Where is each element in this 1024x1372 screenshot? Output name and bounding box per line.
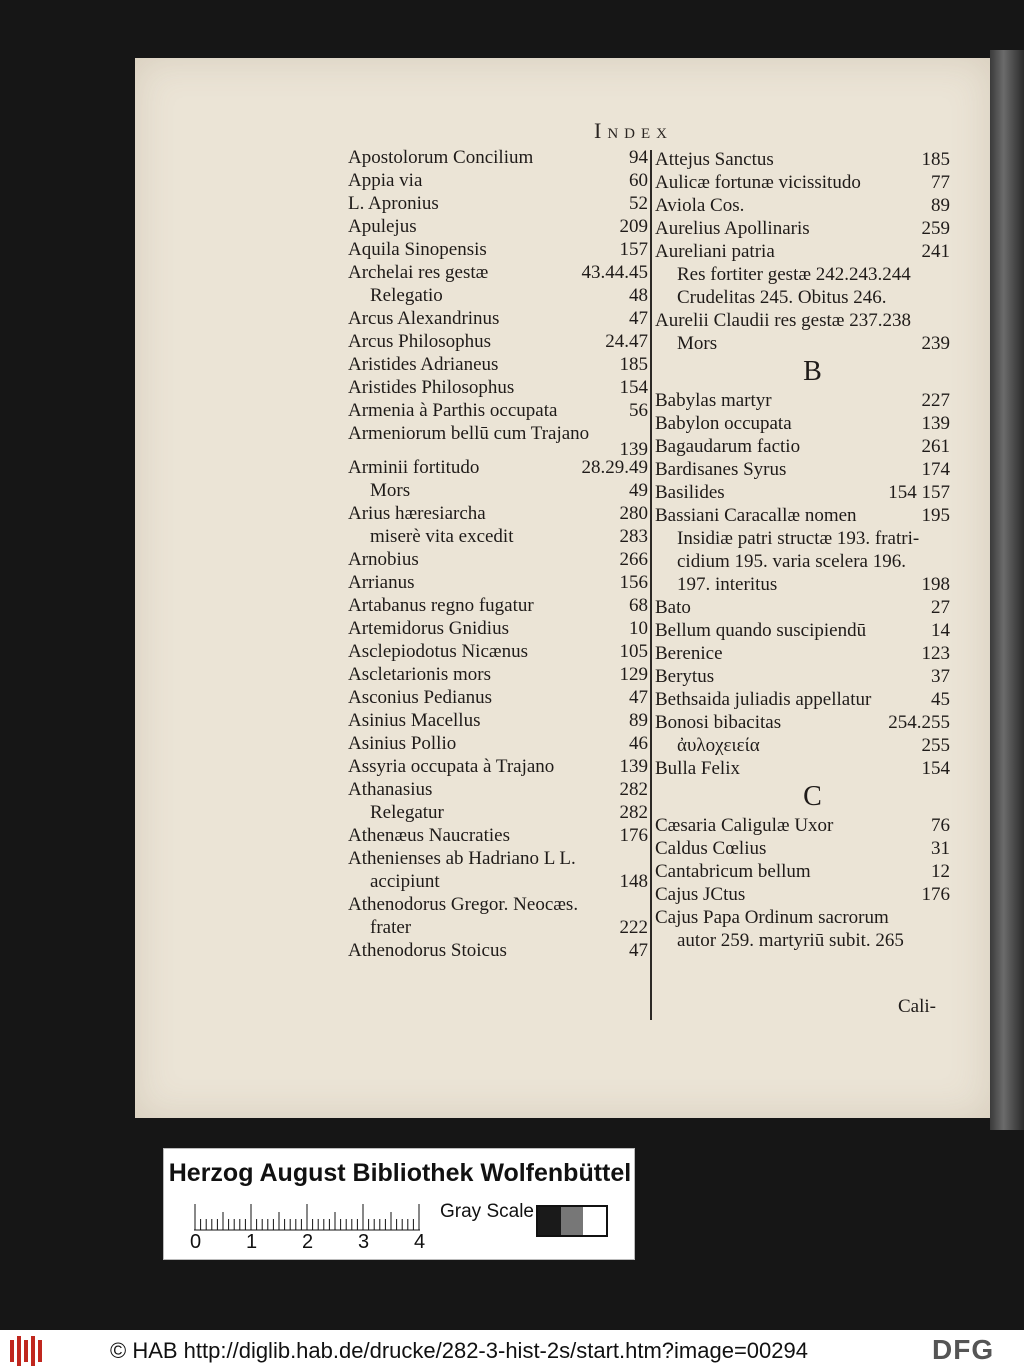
footer-bar [0, 1330, 1024, 1372]
index-page-ref: 261 [921, 436, 950, 457]
index-page-ref: 259 [921, 218, 950, 239]
index-page-ref: 89 [629, 710, 648, 731]
index-term: Berenice [655, 643, 723, 664]
index-term: Relegatio [370, 285, 443, 306]
index-page-ref: 10 [629, 618, 648, 639]
index-entry [348, 192, 648, 215]
index-entry [348, 353, 648, 376]
index-term: Bethsaida juliadis appellatur [655, 689, 872, 710]
gray-scale-label: Gray Scale [440, 1201, 534, 1222]
index-page-ref: 185 [619, 354, 648, 375]
dfg-logo: DFG [932, 1334, 995, 1365]
index-term: Cæsaria Caligulæ Uxor [655, 815, 834, 836]
index-term: Aquila Sinopensis [348, 239, 487, 260]
index-entry [348, 640, 648, 663]
index-term: Bato [655, 597, 691, 618]
index-page-ref: 154 [619, 377, 648, 398]
index-term: Arcus Philosophus [348, 331, 492, 352]
section-letter-c: C [803, 781, 822, 812]
index-entry [655, 309, 950, 332]
index-entry [348, 502, 648, 525]
index-entry [655, 837, 950, 860]
index-entry [655, 458, 950, 481]
index-page-ref: 139 [619, 439, 648, 460]
index-entry [348, 709, 648, 732]
index-column-right [655, 148, 950, 952]
ruler-scale [194, 1203, 420, 1231]
library-name: Herzog August Bibliothek Wolfenbüttel [168, 1159, 632, 1187]
ruler-number: 0 [190, 1231, 202, 1253]
index-entry [655, 734, 950, 757]
column-divider [650, 150, 652, 1020]
index-term: Archelai res gestæ [348, 262, 489, 283]
index-term: Athenæus Naucraties [348, 825, 510, 846]
index-term: Arminii fortitudo [348, 457, 480, 478]
index-term: Crudelitas 245. Obitus 246. [677, 287, 887, 308]
index-term: Aristides Philosophus [348, 377, 515, 398]
index-entry [348, 824, 648, 847]
index-term: frater [370, 917, 412, 938]
index-entry [348, 146, 648, 169]
index-term: Mors [370, 480, 411, 501]
index-term: Cajus Papa Ordinum sacrorum [655, 907, 889, 928]
index-term: Asclepiodotus Nicænus [348, 641, 528, 662]
index-entry [348, 169, 648, 192]
index-entry [348, 307, 648, 330]
index-term: ἀυλοχειεία [677, 735, 760, 756]
index-entry [655, 860, 950, 883]
index-entry [348, 755, 648, 778]
index-entry [655, 412, 950, 435]
index-entry [655, 906, 950, 929]
gray-scale-swatch [536, 1205, 608, 1237]
index-entry [348, 422, 648, 460]
index-page-ref: 94 [629, 147, 648, 168]
index-entry [655, 217, 950, 240]
index-entry [348, 663, 648, 686]
index-term: Artemidorus Gnidius [348, 618, 509, 639]
index-entry [655, 240, 950, 263]
index-page-ref: 154 [921, 758, 950, 779]
index-page-ref: 49 [629, 480, 648, 501]
index-term: Appia via [348, 170, 423, 191]
index-page-ref: 176 [921, 884, 950, 905]
index-page-ref: 105 [619, 641, 648, 662]
index-term: Attejus Sanctus [655, 149, 774, 170]
ruler-number: 4 [414, 1231, 426, 1253]
index-page-ref: 28.29.49 [581, 457, 648, 478]
index-entry [655, 332, 950, 355]
index-page-ref: 195 [921, 505, 950, 526]
index-page-ref: 14 [931, 620, 950, 641]
index-page-ref: 139 [921, 413, 950, 434]
index-page-ref: 45 [931, 689, 950, 710]
index-page-ref: 27 [931, 597, 950, 618]
index-entry [655, 642, 950, 665]
index-page-ref: 241 [921, 241, 950, 262]
running-head: Index [594, 118, 673, 143]
index-term: Insidiæ patri structæ 193. fratri- [677, 528, 920, 549]
index-term: Apostolorum Concilium [348, 147, 534, 168]
index-entry [348, 261, 648, 284]
index-entry [348, 778, 648, 801]
index-entry [348, 571, 648, 594]
index-page-ref: 254.255 [888, 712, 950, 733]
index-term: Aurelii Claudii res gestæ 237.238 [655, 310, 911, 331]
index-entry [655, 550, 950, 573]
index-term: Relegatur [370, 802, 444, 823]
index-entry [655, 263, 950, 286]
index-page-ref: 255 [921, 735, 950, 756]
index-entry [348, 330, 648, 353]
index-entry [655, 711, 950, 734]
index-page-ref: 12 [931, 861, 950, 882]
ruler-number: 3 [358, 1231, 370, 1253]
index-entry [348, 399, 648, 422]
index-term: Bellum quando suscipiendū [655, 620, 867, 641]
index-page-ref: 185 [921, 149, 950, 170]
index-term: Armenia à Parthis occupata [348, 400, 558, 421]
index-entry [348, 686, 648, 709]
index-term: Athenodorus Stoicus [348, 940, 507, 961]
index-term: Babylon occupata [655, 413, 792, 434]
gray-swatch-black [538, 1207, 561, 1235]
index-term: Apulejus [348, 216, 417, 237]
index-entry [348, 893, 648, 916]
index-page-ref: 266 [619, 549, 648, 570]
catchword: Cali- [898, 996, 936, 1017]
index-entry [348, 525, 648, 548]
index-term: miserè vita excedit [370, 526, 514, 547]
index-page-ref: 209 [619, 216, 648, 237]
index-entry [655, 929, 950, 952]
index-entry [655, 688, 950, 711]
library-plate [163, 1148, 635, 1260]
index-entry [348, 870, 648, 893]
index-entry [655, 665, 950, 688]
index-page-ref: 198 [921, 574, 950, 595]
index-entry [348, 594, 648, 617]
index-page-ref: 282 [619, 802, 648, 823]
index-page-ref: 283 [619, 526, 648, 547]
index-entry [348, 215, 648, 238]
index-term: Aurelius Apollinaris [655, 218, 810, 239]
index-page-ref: 282 [619, 779, 648, 800]
index-page-ref: 174 [921, 459, 950, 480]
index-page-ref: 47 [629, 687, 648, 708]
index-entry [655, 148, 950, 171]
footer-copyright-link[interactable]: © HAB http://diglib.hab.de/drucke/282-3-hist-2s/start.htm?image=00294 [110, 1338, 808, 1363]
index-term: Berytus [655, 666, 715, 687]
index-entry [655, 619, 950, 642]
index-page-ref: 37 [931, 666, 950, 687]
index-term: Ascletarionis mors [348, 664, 492, 685]
index-term: Arrianus [348, 572, 415, 593]
index-entry [655, 435, 950, 458]
index-term: cidium 195. varia scelera 196. [677, 551, 906, 572]
index-page-ref: 139 [619, 756, 648, 777]
index-entry [348, 617, 648, 640]
index-term: Athenienses ab Hadriano L L. [348, 848, 576, 869]
index-entry [348, 376, 648, 399]
index-term: L. Apronius [348, 193, 439, 214]
index-entry [655, 527, 950, 550]
index-entry [655, 504, 950, 527]
index-page-ref: 239 [921, 333, 950, 354]
hab-logo-icon [8, 1334, 46, 1368]
index-term: Asinius Pollio [348, 733, 457, 754]
index-term: Bonosi bibacitas [655, 712, 782, 733]
index-entry [655, 171, 950, 194]
index-term: Athanasius [348, 779, 433, 800]
index-entry [348, 916, 648, 939]
index-entry [348, 732, 648, 755]
index-page-ref: 156 [619, 572, 648, 593]
index-entry [655, 389, 950, 412]
index-column-left [348, 146, 648, 962]
index-page-ref: 222 [619, 917, 648, 938]
index-entry [348, 456, 648, 479]
index-page-ref: 68 [629, 595, 648, 616]
index-page-ref: 47 [629, 940, 648, 961]
index-page-ref: 280 [619, 503, 648, 524]
index-term: Caldus Cœlius [655, 838, 767, 859]
ruler-number: 2 [302, 1231, 314, 1253]
index-term: Armeniorum bellū cum Trajano [348, 423, 590, 444]
index-page-ref: 154 157 [888, 482, 950, 503]
index-page-ref: 52 [629, 193, 648, 214]
gray-swatch-mid [561, 1207, 584, 1235]
index-page-ref: 56 [629, 400, 648, 421]
index-page-ref: 48 [629, 285, 648, 306]
index-entry [655, 596, 950, 619]
index-entry [348, 847, 648, 870]
ruler-number: 1 [246, 1231, 258, 1253]
index-term: Res fortiter gestæ 242.243.244 [677, 264, 911, 285]
index-page-ref: 123 [921, 643, 950, 664]
index-page-ref: 77 [931, 172, 950, 193]
index-term: Assyria occupata à Trajano [348, 756, 555, 777]
index-entry [348, 548, 648, 571]
index-page-ref: 148 [619, 871, 648, 892]
index-page-ref: 89 [931, 195, 950, 216]
index-page-ref: 157 [619, 239, 648, 260]
index-term: Aureliani patria [655, 241, 775, 262]
index-page-ref: 24.47 [605, 331, 648, 352]
index-term: Basilides [655, 482, 725, 503]
index-entry [348, 939, 648, 962]
index-term: accipiunt [370, 871, 440, 892]
index-term: Aviola Cos. [655, 195, 745, 216]
gray-swatch-white [583, 1207, 606, 1235]
page-edge-shadow [990, 50, 1024, 1130]
index-term: Bardisanes Syrus [655, 459, 787, 480]
index-term: Cajus JCtus [655, 884, 746, 905]
index-page-ref: 227 [921, 390, 950, 411]
index-term: 197. interitus [677, 574, 778, 595]
index-page-ref: 176 [619, 825, 648, 846]
index-term: Athenodorus Gregor. Neocæs. [348, 894, 579, 915]
index-page-ref: 47 [629, 308, 648, 329]
index-entry [655, 757, 950, 780]
index-term: Cantabricum bellum [655, 861, 811, 882]
index-term: Aulicæ fortunæ vicissitudo [655, 172, 861, 193]
index-page-ref: 129 [619, 664, 648, 685]
index-entry [655, 481, 950, 504]
index-page-ref: 60 [629, 170, 648, 191]
index-entry [655, 814, 950, 837]
index-entry [348, 238, 648, 261]
index-entry [655, 194, 950, 217]
index-entry [655, 286, 950, 309]
index-page-ref: 43.44.45 [581, 262, 648, 283]
index-term: Arnobius [348, 549, 419, 570]
index-entry [348, 479, 648, 502]
index-term: Asconius Pedianus [348, 687, 493, 708]
section-letter-b: B [803, 356, 822, 387]
index-term: Bagaudarum factio [655, 436, 801, 457]
index-term: Asinius Macellus [348, 710, 481, 731]
index-entry [655, 883, 950, 906]
index-term: Arius hæresiarcha [348, 503, 486, 524]
index-entry [655, 573, 950, 596]
index-term: Babylas martyr [655, 390, 772, 411]
index-term: Arcus Alexandrinus [348, 308, 500, 329]
index-term: Artabanus regno fugatur [348, 595, 534, 616]
index-entry [348, 801, 648, 824]
index-page-ref: 31 [931, 838, 950, 859]
index-term: Aristides Adrianeus [348, 354, 499, 375]
index-term: autor 259. martyriū subit. 265 [677, 930, 904, 951]
index-term: Bassiani Caracallæ nomen [655, 505, 857, 526]
index-term: Bulla Felix [655, 758, 740, 779]
index-page-ref: 46 [629, 733, 648, 754]
ruler-numbers [190, 1231, 440, 1255]
index-page-ref: 76 [931, 815, 950, 836]
index-term: Mors [677, 333, 718, 354]
index-entry [348, 284, 648, 307]
